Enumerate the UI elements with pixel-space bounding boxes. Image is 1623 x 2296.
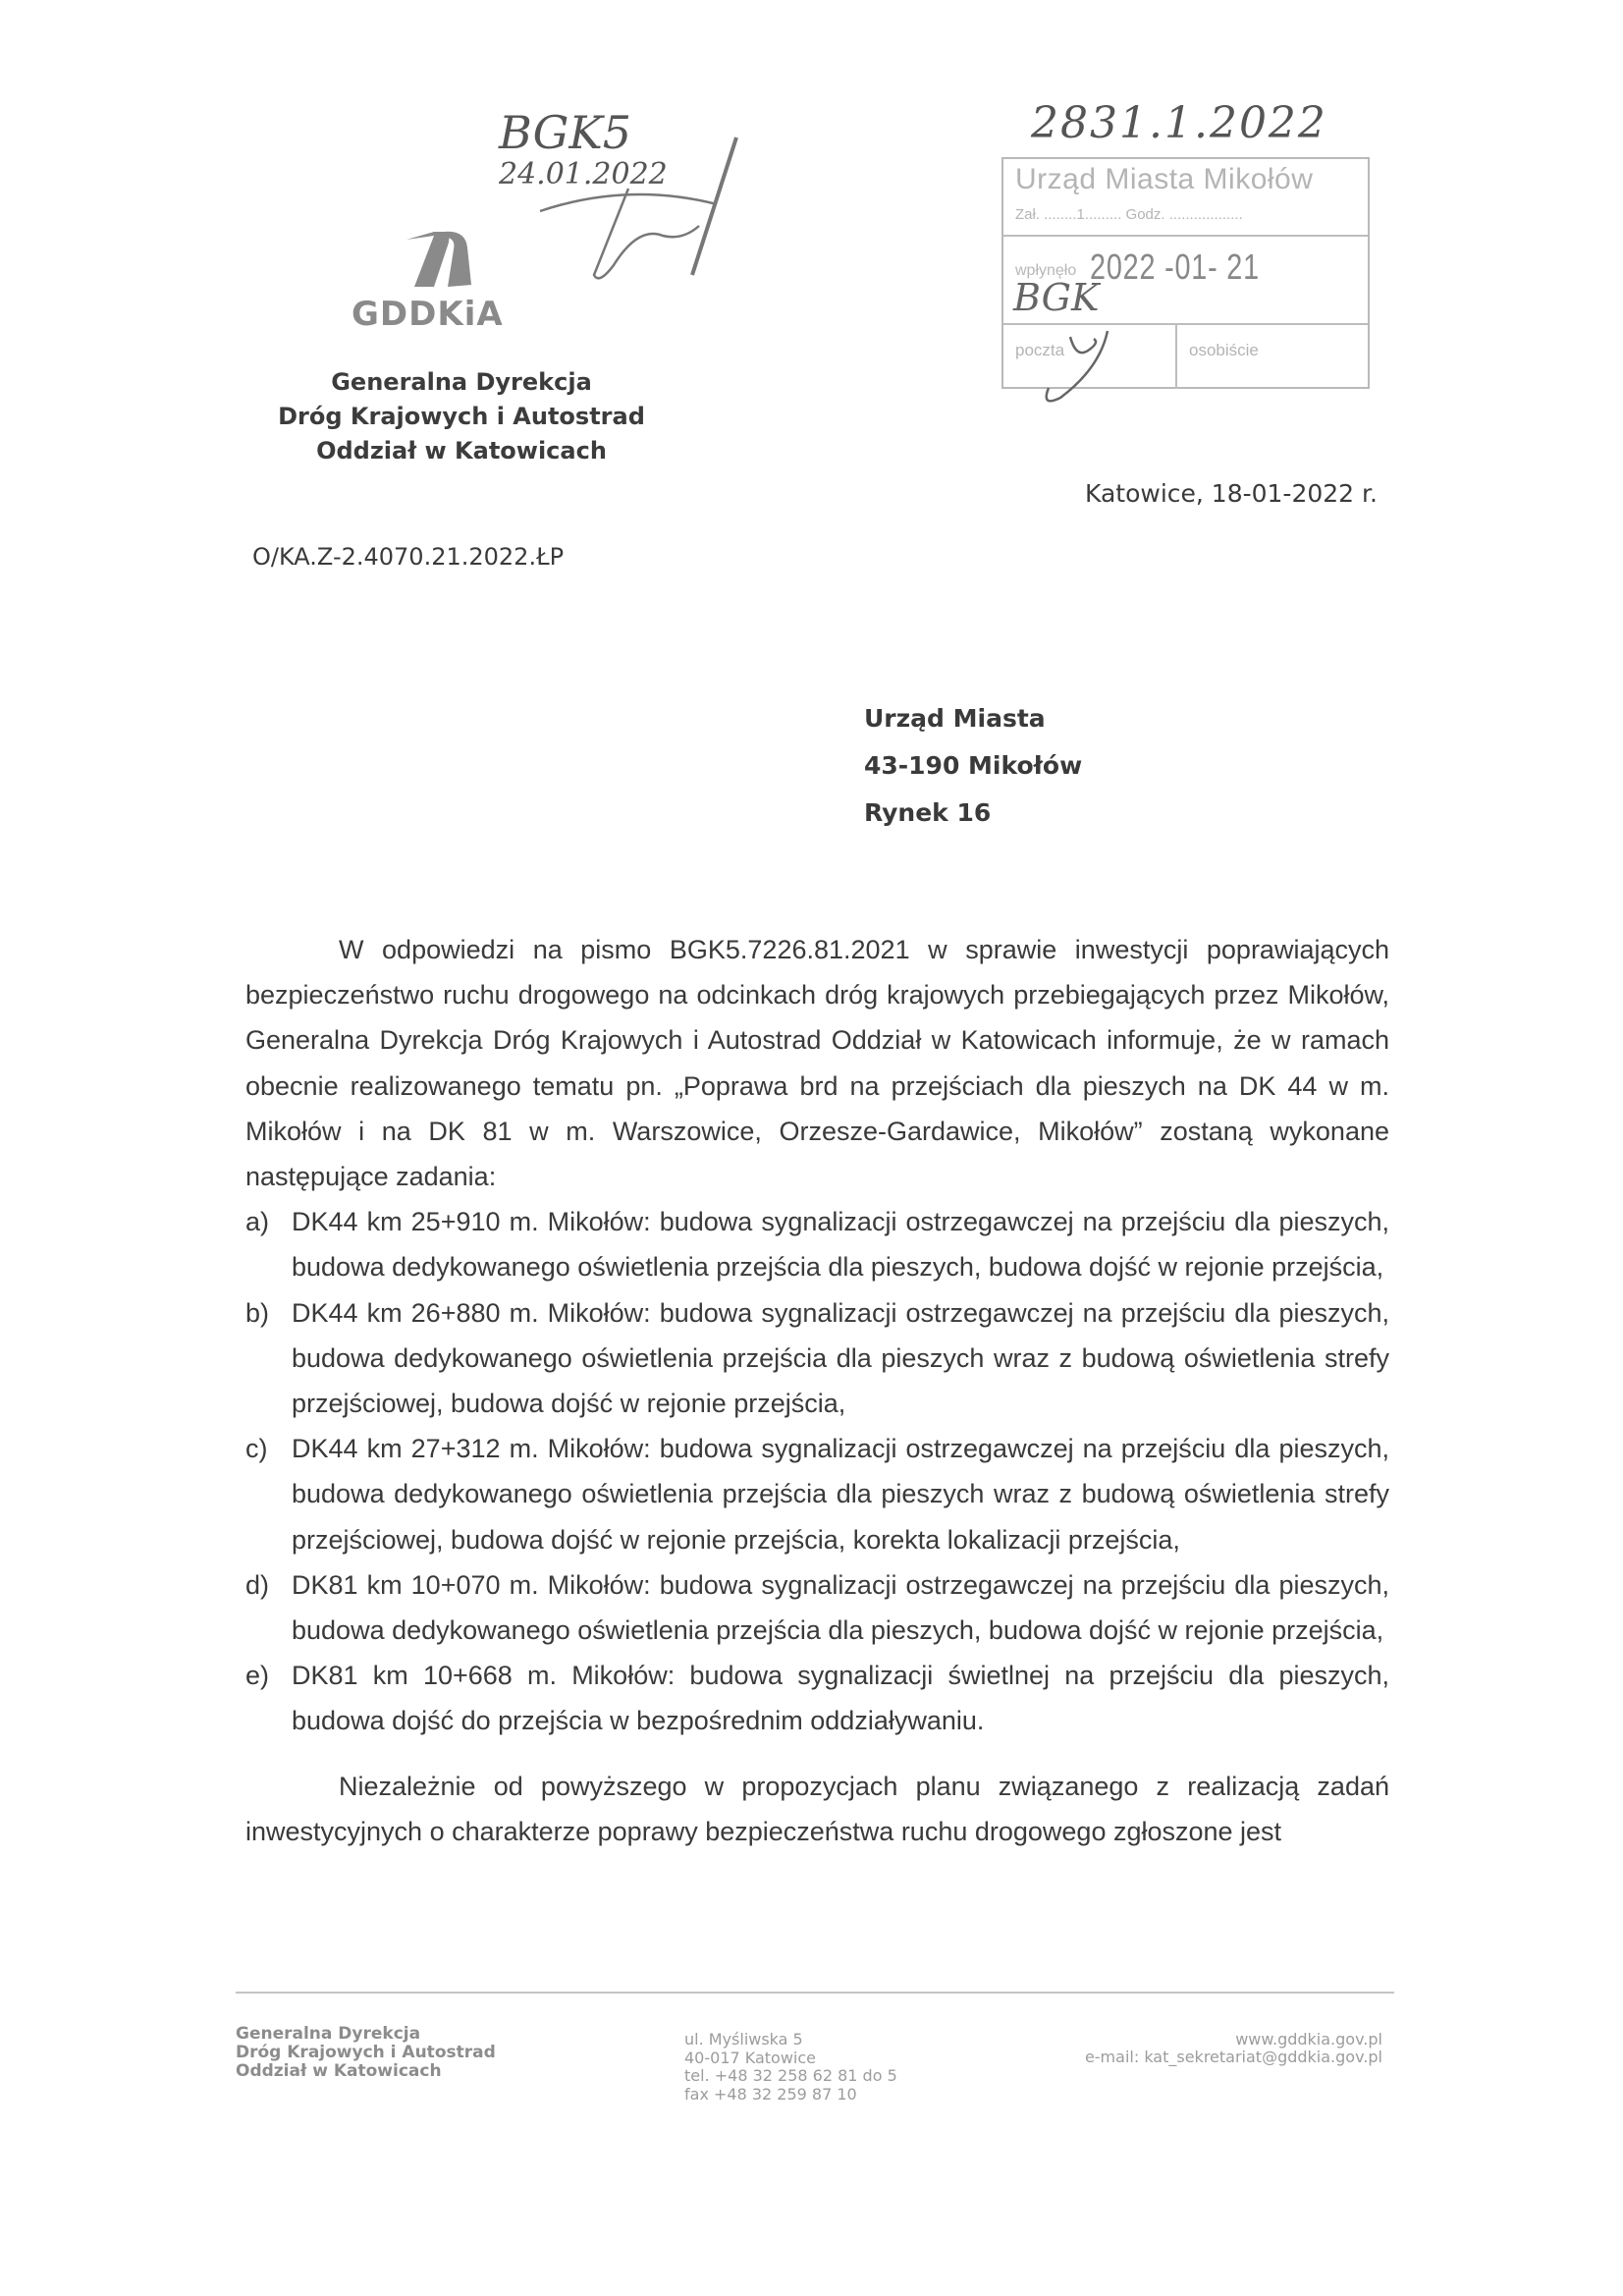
footer-org-line: Oddział w Katowicach (236, 2061, 442, 2081)
stamp-post-label: poczta (1015, 341, 1065, 359)
recipient-line: Rynek 16 (864, 798, 992, 827)
sender-line: Generalna Dyrekcja (331, 368, 592, 396)
stamp-attachments-label: Zał. ........1......... Godz. .................. (1015, 206, 1243, 223)
gddkia-logo-text: GDDKiA (352, 295, 504, 334)
task-marker: b) (245, 1297, 270, 1328)
footer-org-line: Dróg Krajowych i Autostrad (236, 2043, 496, 2062)
letter-body (245, 927, 1389, 1854)
stamp-header-row (1003, 159, 1368, 237)
reference-number: O/KA.Z-2.4070.21.2022.ŁP (252, 543, 565, 571)
task-item (245, 1199, 1389, 1289)
stamp-signature-icon (1031, 329, 1149, 417)
task-item (245, 1290, 1389, 1427)
footer-address-line: 40-017 Katowice (684, 2048, 817, 2067)
task-marker: a) (245, 1207, 270, 1237)
task-marker: c) (245, 1434, 268, 1464)
task-marker: d) (245, 1569, 270, 1600)
footer-address-line: ul. Myśliwska 5 (684, 2030, 803, 2049)
sender-line: Dróg Krajowych i Autostrad (278, 403, 645, 430)
closing-paragraph: Niezależnie od powyższego w propozycjach planu związanego z realizacją zadań inwestycyjnych o charakterze poprawy bezpieczeństwa ruchu drogowego zgłoszone jest (245, 1771, 1389, 1846)
recipient-line: 43-190 Mikołów (864, 751, 1083, 780)
task-item (245, 1562, 1389, 1653)
gddkia-road-icon (405, 228, 475, 289)
footer-address (684, 2031, 897, 2104)
footer-contact (1031, 2031, 1382, 2066)
stamp-handwritten-dept: BGK (1013, 276, 1100, 319)
task-text: DK81 km 10+070 m. Mikołów: budowa sygnalizacji ostrzegawczej na przejściu dla pieszych, budowa dedykowanego oświetlenia przejścia dla pieszych, budowa dojść w rejonie przejścia, (292, 1569, 1389, 1646)
place-and-date: Katowice, 18-01-2022 r. (1085, 479, 1378, 508)
footer-divider (236, 1992, 1394, 1994)
handwritten-registry-number: 2831.1.2022 (1031, 98, 1327, 148)
handwritten-department-note: BGK5 (499, 106, 632, 159)
task-text: DK81 km 10+668 m. Mikołów: budowa sygnalizacji świetlnej na przejściu dla pieszych, budowa dojść do przejścia w bezpośrednim oddziaływaniu. (292, 1661, 1389, 1736)
recipient-address (864, 695, 1082, 837)
handwritten-date-note: 24.01.2022 (499, 157, 668, 191)
stamp-received-date: 2022 -01- 21 (1090, 246, 1260, 287)
recipient-line: Urząd Miasta (864, 704, 1046, 733)
stamp-date-row (1003, 235, 1368, 325)
task-text: DK44 km 26+880 m. Mikołów: budowa sygnalizacji ostrzegawczej na przejściu dla pieszych, budowa dedykowanego oświetlenia przejścia dla pieszych wraz z budową oświetlenia strefy przejściowej, budowa dojść w rejonie przejścia, (292, 1297, 1389, 1419)
task-marker: e) (245, 1661, 270, 1691)
footer-email-link[interactable]: e-mail: kat_sekretariat@gddkia.gov.pl (1084, 2048, 1382, 2066)
footer-org-line: Generalna Dyrekcja (236, 2024, 421, 2044)
footer-website-link[interactable]: www.gddkia.gov.pl (1235, 2030, 1382, 2049)
stamp-personal-cell (1177, 323, 1368, 389)
stamp-received-label: wpłynęło (1015, 262, 1077, 279)
sender-block (255, 365, 668, 468)
task-text: DK44 km 25+910 m. Mikołów: budowa sygnalizacji ostrzegawczej na przejściu dla pieszych, budowa dedykowanego oświetlenia przejścia dla pieszych, budowa dojść w rejonie przejścia, (292, 1207, 1389, 1283)
task-text: DK44 km 27+312 m. Mikołów: budowa sygnalizacji ostrzegawczej na przejściu dla pieszych, budowa dedykowanego oświetlenia przejścia dla pieszych wraz z budową oświetlenia strefy przejściowej, budowa dojść w rejonie przejścia, korekta lokalizacji przejścia, (292, 1434, 1389, 1555)
intro-paragraph: W odpowiedzi na pismo BGK5.7226.81.2021 w sprawie inwestycji poprawiających bezpieczeństwo ruchu drogowego na odcinkach dróg krajowych przebiegających przez Mikołów, Generalna Dyrekcja Dróg Krajowych i Autostrad Oddział w Katowicach informuje, że w ramach obecnie realizowanego tematu pn. „Poprawa brd na przejściach dla pieszych na DK 44 w m. Mikołów i na DK 81 w m. Warszowice, Orzesze-Gardawice, Mikołów” zostaną wykonane następujące zadania: (245, 935, 1389, 1192)
handwritten-signature-icon (530, 128, 766, 295)
sender-line: Oddział w Katowicach (316, 437, 607, 465)
stamp-title: Urząd Miasta Mikołów (1015, 163, 1314, 195)
stamp-personal-label: osobiście (1189, 341, 1259, 359)
task-item (245, 1653, 1389, 1743)
footer-fax: fax +48 32 259 87 10 (684, 2084, 857, 2104)
task-item (245, 1426, 1389, 1562)
footer-organization (236, 2025, 496, 2081)
footer-phone: tel. +48 32 258 62 81 do 5 (684, 2066, 897, 2085)
